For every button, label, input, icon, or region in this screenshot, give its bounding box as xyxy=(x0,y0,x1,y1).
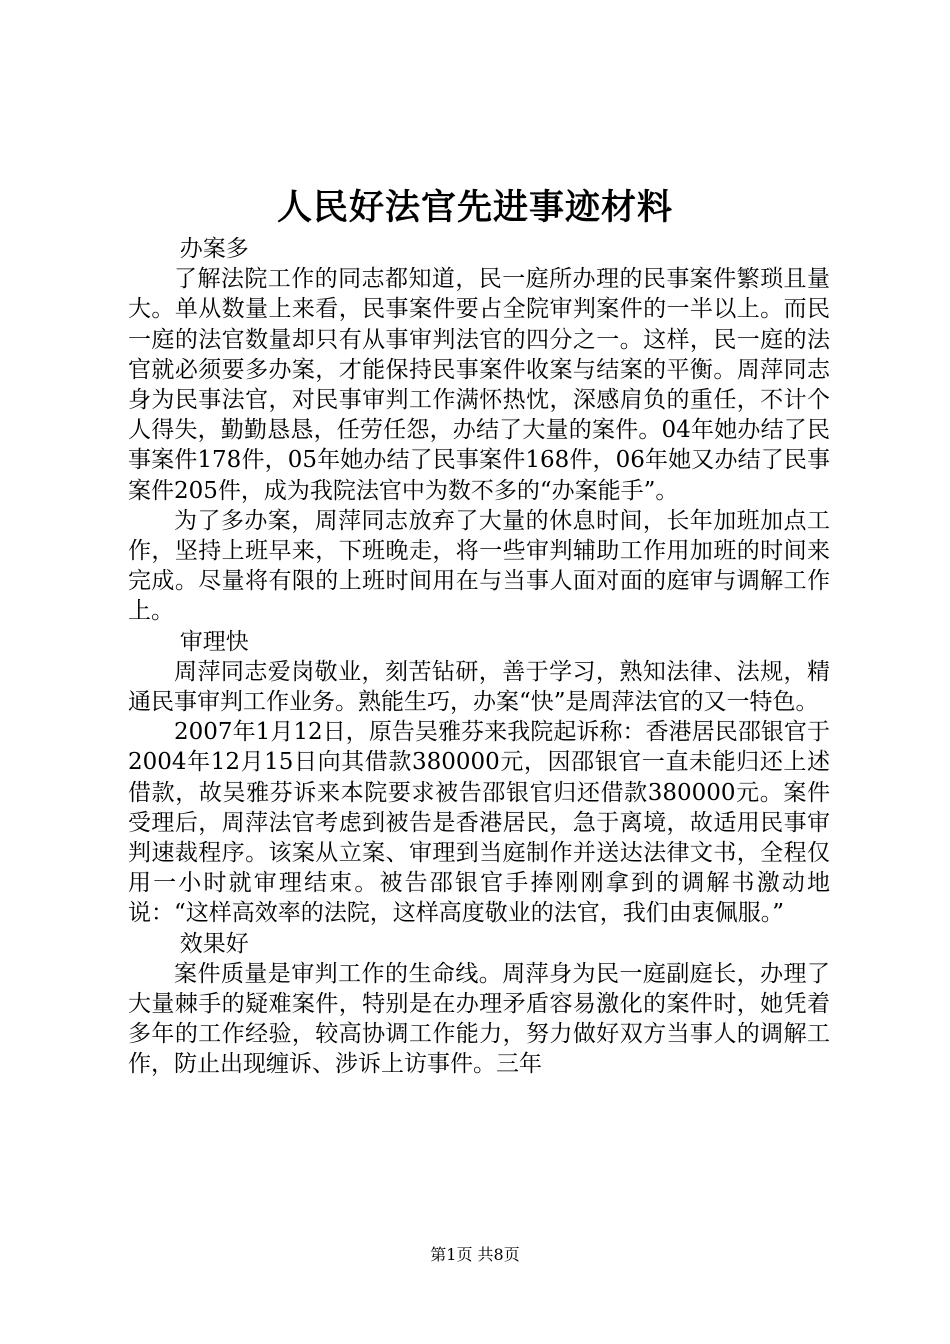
page-footer: 第1页 共8页 xyxy=(430,1245,520,1264)
section-heading: 效果好 xyxy=(179,930,249,957)
document-title: 人民好法官先进事迹材料 xyxy=(276,187,673,228)
document-body xyxy=(128,234,830,1080)
paragraph: 周萍同志爱岗敬业，刻苦钻研，善于学习，熟知法律、法规，精通民事审判工作业务。熟能生巧，办案“快”是周萍法官的又一特色。 xyxy=(128,658,830,716)
paragraph: 了解法院工作的同志都知道，民一庭所办理的民事案件繁琐且量大。单从数量上来看，民事案件要占全院审判案件的一半以上。而民一庭的法官数量却只有从事审判法官的四分之一。这样，民一庭的法官就必须要多办案，才能保持民事案件收案与结案的平衡。周萍同志身为民事法官，对民事审判工作满怀热忱，深感肩负的重任，不计个人得失，勤勤恳恳，任劳任怨，办结了大量的案件。04年她办结了民事案件178件，05年她办结了民事案件168件，06年她又办结了民事案件205件，成为我院法官中为数不多的“办案能手”。 xyxy=(128,266,830,504)
section-heading: 审理快 xyxy=(179,628,249,655)
paragraph: 案件质量是审判工作的生命线。周萍身为民一庭副庭长，办理了大量棘手的疑难案件，特别是在办理矛盾容易激化的案件时，她凭着多年的工作经验，较高协调工作能力，努力做好双方当事人的调解工作，防止出现缠诉、涉诉上访事件。三年 xyxy=(128,960,830,1078)
paragraph: 2007年1月12日，原告吴雅芬来我院起诉称：香港居民邵银官于2004年12月15日向其借款380000元，因邵银官一直未能归还上述借款，故吴雅芬诉来本院要求被告邵银官归还借款380000元。案件受理后，周萍法官考虑到被告是香港居民，急于离境，故适用民事审判速裁程序。该案从立案、审理到当庭制作并送达法律文书，全程仅用一小时就审理结束。被告邵银官手捧刚刚拿到的调解书激动地说：“这样高效率的法院，这样高度敬业的法官，我们由衷佩服。” xyxy=(128,719,830,927)
section-heading: 办案多 xyxy=(179,236,249,262)
paragraph: 为了多办案，周萍同志放弃了大量的休息时间，长年加班加点工作，坚持上班早来，下班晚走，将一些审判辅助工作用加班的时间来完成。尽量将有限的上班时间用在与当事人面对面的庭审与调解工作上。 xyxy=(128,507,830,625)
